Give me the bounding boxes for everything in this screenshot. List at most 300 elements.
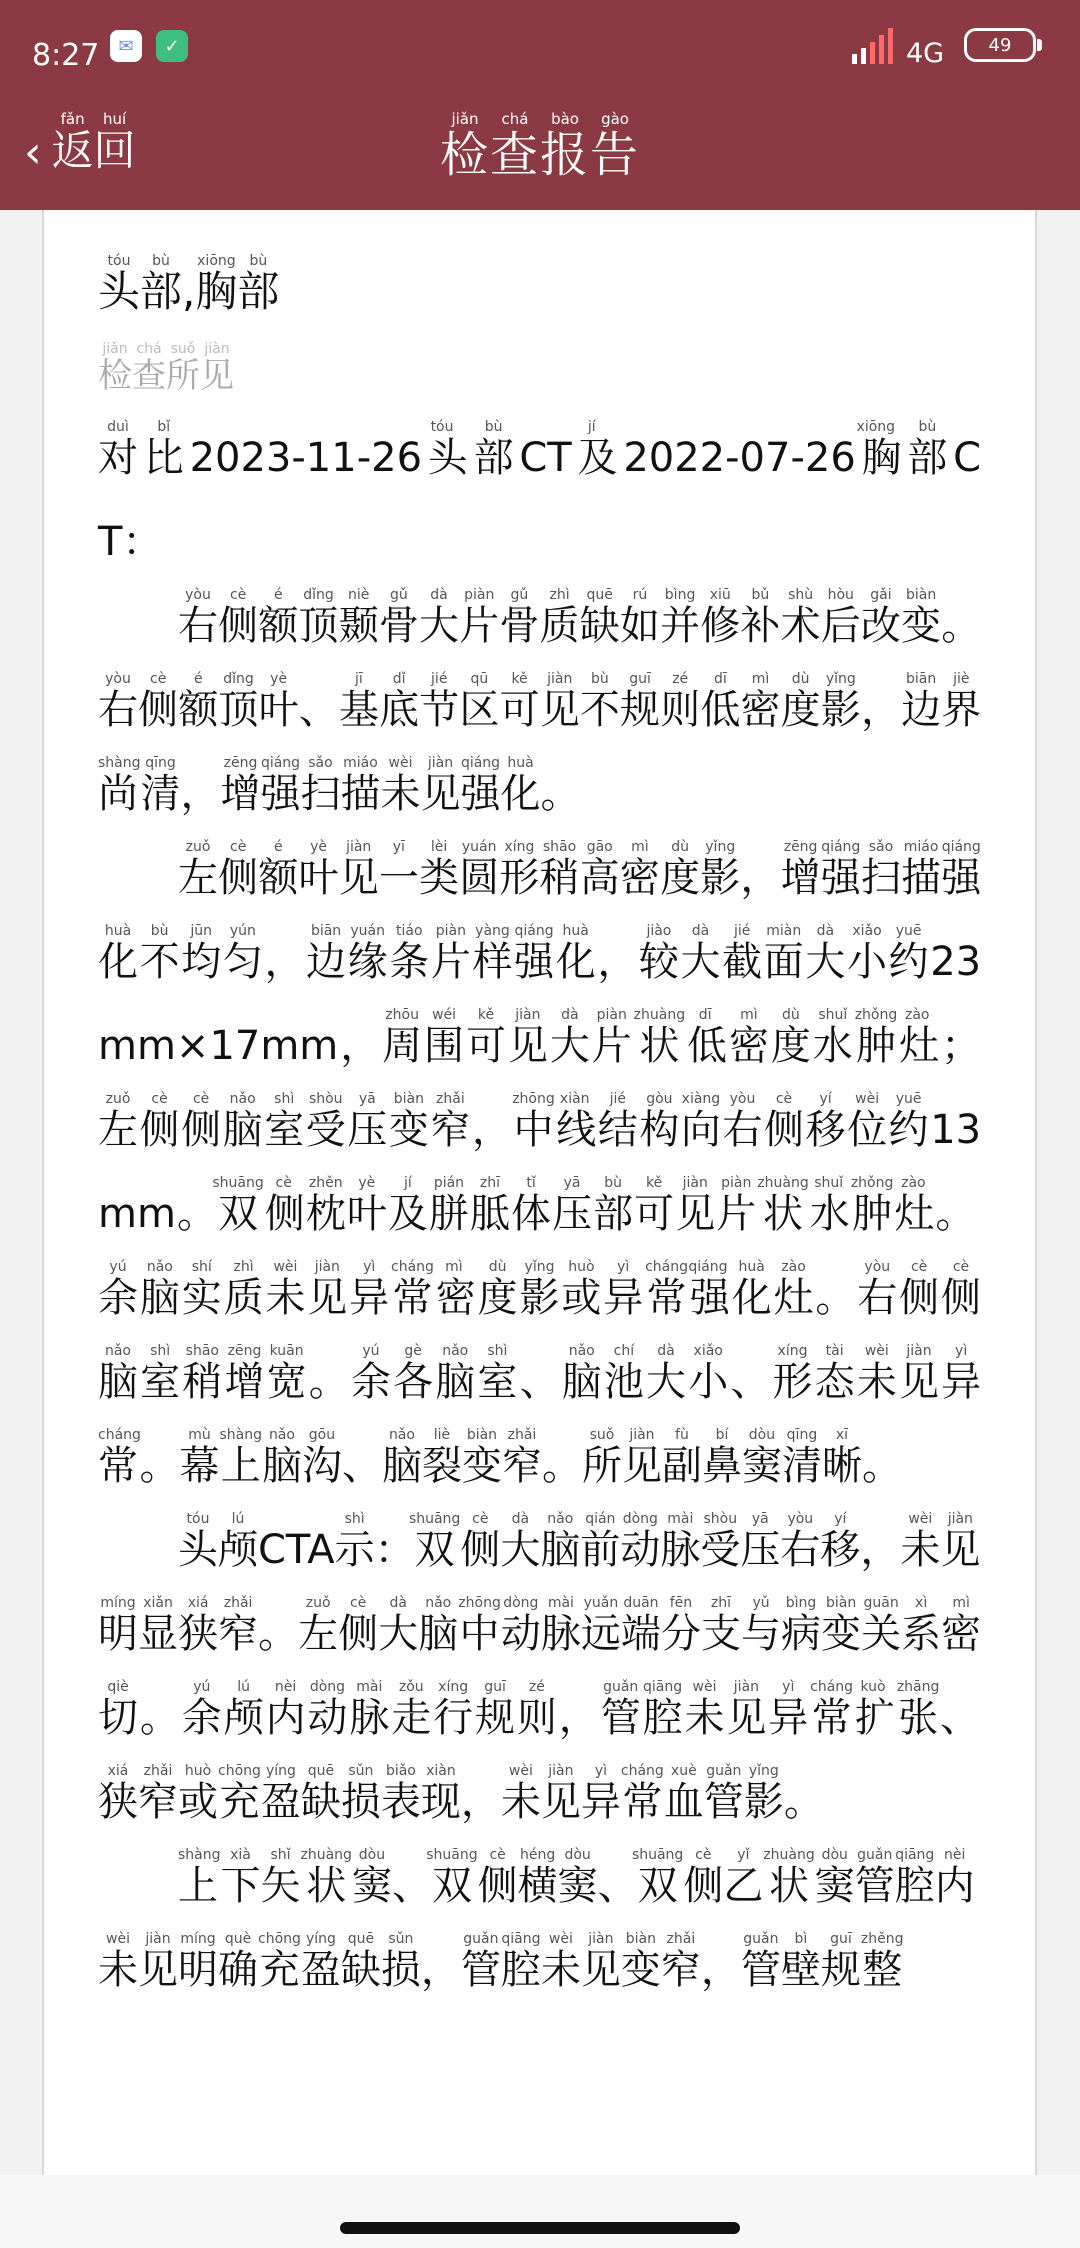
pinyin-char: 影yǐng: [820, 671, 861, 733]
pinyin-char: 脑nǎo: [381, 1427, 422, 1489]
pinyin-char: 内nèi: [934, 1847, 975, 1909]
pinyin-char: 变biàn: [821, 1595, 862, 1657]
pinyin-char: 双shuāng: [212, 1175, 264, 1237]
pinyin-char: 窄zhǎi: [501, 1427, 542, 1489]
pinyin-char: 回huí: [93, 110, 136, 175]
pinyin-char: 结jié: [597, 1091, 640, 1153]
pinyin-char: 双shuāng: [408, 1511, 461, 1573]
findings-paragraph: [98, 584, 981, 836]
pinyin-char: 胸xiōng: [195, 253, 238, 316]
pinyin-char: 对duì: [98, 419, 144, 481]
pinyin-char: 余yú: [181, 1679, 224, 1741]
pinyin-char: 强qiáng: [514, 923, 556, 985]
pinyin-char: 走zǒu: [391, 1679, 434, 1741]
pinyin-char: 移yí: [820, 1511, 861, 1573]
pinyin-char: 区qū: [459, 671, 500, 733]
pinyin-char: 围wéi: [424, 1007, 466, 1069]
pinyin-char: 动dòng: [307, 1679, 350, 1741]
pinyin-char: 额é: [258, 839, 299, 901]
pinyin-char: 化huà: [555, 923, 598, 985]
text-segment: 。: [258, 1611, 299, 1657]
pinyin-char: 规guī: [620, 671, 661, 733]
pinyin-char: 类lèi: [419, 839, 460, 901]
pinyin-char: 见jiàn: [539, 671, 580, 733]
status-time: 8:27: [32, 38, 100, 73]
text-segment: 、: [341, 1443, 382, 1489]
pinyin-char: 见jiàn: [580, 1931, 621, 1993]
pinyin-char: 面miàn: [763, 923, 806, 985]
pinyin-char: 侧cè: [764, 1091, 806, 1153]
page-title-container: [0, 112, 1080, 185]
shield-notification-icon: ✓: [156, 30, 188, 62]
findings-paragraph: [98, 1508, 981, 1844]
pinyin-char: 室shì: [477, 1343, 520, 1405]
pinyin-char: 管guǎn: [703, 1763, 744, 1825]
pinyin-char: 枕zhěn: [305, 1175, 347, 1237]
pinyin-char: 密mì: [433, 1259, 478, 1321]
pinyin-char: 约yuē: [888, 1091, 931, 1153]
pinyin-char: 与yǔ: [741, 1595, 782, 1657]
findings-paragraph: [98, 836, 981, 1508]
pinyin-char: 增zēng: [780, 839, 821, 901]
pinyin-char: 管guǎn: [460, 1931, 501, 1993]
pinyin-char: 侧cè: [181, 1091, 223, 1153]
pinyin-char: 边biān: [306, 923, 348, 985]
pinyin-char: 圆yuán: [459, 839, 500, 901]
pinyin-char: 颅lú: [218, 1511, 258, 1573]
pinyin-char: 显xiǎn: [138, 1595, 179, 1657]
pinyin-char: 损sǔn: [340, 1763, 381, 1825]
pinyin-char: 小xiǎo: [846, 923, 889, 985]
pinyin-char: 描miáo: [901, 839, 942, 901]
mail-notification-icon: ✉: [110, 30, 142, 62]
pinyin-char: 截jié: [722, 923, 764, 985]
pinyin-char: 周zhōu: [382, 1007, 425, 1069]
pinyin-char: 所suǒ: [166, 341, 200, 396]
pinyin-char: 现xiàn: [420, 1763, 461, 1825]
pinyin-char: 缘yuán: [347, 923, 390, 985]
pinyin-char: 腔qiāng: [894, 1847, 935, 1909]
pinyin-char: 检jiǎn: [439, 110, 490, 183]
pinyin-char: 胼pián: [428, 1175, 470, 1237]
pinyin-char: 形xíng: [499, 839, 540, 901]
battery-level: 49: [988, 34, 1012, 56]
pinyin-char: 压yā: [347, 1091, 389, 1153]
pinyin-char: 晰xī: [821, 1427, 862, 1489]
text-segment: 。: [139, 1443, 180, 1489]
pinyin-char: 胝zhī: [469, 1175, 512, 1237]
pinyin-char: 整zhěng: [860, 1931, 904, 1993]
report-card: [42, 210, 1037, 2175]
page-title: [439, 110, 641, 183]
pinyin-char: 室shì: [140, 1343, 183, 1405]
text-segment: 、: [519, 1359, 562, 1405]
pinyin-char: 约yuē: [888, 923, 931, 985]
pinyin-char: 充chōng: [218, 1763, 261, 1825]
pinyin-char: 见jiàn: [898, 1343, 942, 1405]
pinyin-char: 稍shāo: [182, 1343, 225, 1405]
pinyin-char: 侧cè: [218, 587, 259, 649]
pinyin-char: 变biàn: [901, 587, 942, 649]
pinyin-char: 则zé: [516, 1679, 559, 1741]
pinyin-char: 异yì: [768, 1679, 811, 1741]
pinyin-char: 窦dòu: [557, 1847, 598, 1909]
text-segment: 。: [540, 771, 581, 817]
text-segment: ，: [860, 1527, 901, 1573]
pinyin-char: 管guǎn: [854, 1847, 895, 1909]
pinyin-char: 及jí: [387, 1175, 429, 1237]
pinyin-char: 常cháng: [810, 1679, 854, 1741]
pinyin-char: 大dà: [805, 923, 847, 985]
pinyin-char: 壁bì: [780, 1931, 821, 1993]
text-segment: 23mm×17mm: [98, 939, 982, 1069]
pinyin-char: 支zhī: [700, 1595, 742, 1657]
pinyin-char: 可kě: [465, 1007, 508, 1069]
text-segment: ,: [182, 267, 196, 316]
home-indicator[interactable]: [340, 2222, 740, 2234]
pinyin-char: 叶yè: [346, 1175, 388, 1237]
text-segment: 。: [783, 1779, 824, 1825]
pinyin-char: 规guī: [475, 1679, 517, 1741]
pinyin-char: 腔qiāng: [642, 1679, 685, 1741]
pinyin-char: 右yòu: [857, 1259, 900, 1321]
pinyin-char: 度dù: [477, 1259, 520, 1321]
pinyin-char: 线xiàn: [554, 1091, 598, 1153]
pinyin-char: 额é: [178, 671, 219, 733]
pinyin-char: 描miáo: [340, 755, 381, 817]
pinyin-char: 额é: [258, 587, 299, 649]
findings-text: [98, 416, 981, 2012]
pinyin-char: 态tài: [814, 1343, 857, 1405]
pinyin-char: 均jūn: [181, 923, 223, 985]
pinyin-char: 见jiàn: [621, 1427, 662, 1489]
pinyin-char: 系xì: [901, 1595, 942, 1657]
pinyin-char: 影yǐng: [519, 1259, 562, 1321]
pinyin-char: 切qiè: [98, 1679, 140, 1741]
pinyin-char: 灶zào: [773, 1259, 816, 1321]
pinyin-char: 样yàng: [472, 923, 515, 985]
pinyin-char: 补bǔ: [740, 587, 781, 649]
pinyin-char: 颞niè: [338, 587, 379, 649]
pinyin-char: 状zhuàng: [300, 1847, 352, 1909]
pinyin-char: 增zēng: [224, 1343, 267, 1405]
pinyin-char: 见jiàn: [200, 341, 234, 396]
pinyin-char: 中zhōng: [512, 1091, 555, 1153]
pinyin-char: 不bù: [139, 923, 182, 985]
network-type: 4G: [906, 38, 945, 69]
pinyin-char: 术shù: [780, 587, 821, 649]
pinyin-char: 侧cè: [941, 1259, 981, 1321]
pinyin-char: 未wèi: [900, 1511, 941, 1573]
pinyin-char: 水shuǐ: [808, 1175, 851, 1237]
pinyin-char: 分fēn: [660, 1595, 701, 1657]
text-segment: 13mm: [98, 1107, 982, 1237]
pinyin-char: 顶dǐng: [218, 671, 259, 733]
pinyin-char: 前qián: [580, 1511, 621, 1573]
pinyin-char: 移yí: [805, 1091, 848, 1153]
pinyin-char: 异yì: [580, 1763, 621, 1825]
pinyin-char: 管guǎn: [600, 1679, 643, 1741]
text-segment: ；: [941, 1023, 982, 1069]
pinyin-char: 基jī: [338, 671, 380, 733]
pinyin-char: 或huò: [178, 1763, 218, 1825]
pinyin-char: 水shuǐ: [812, 1007, 855, 1069]
pinyin-char: 形xíng: [772, 1343, 815, 1405]
pinyin-char: 未wèi: [500, 1763, 541, 1825]
pinyin-char: 质zhì: [539, 587, 580, 649]
pinyin-char: 未wèi: [540, 1931, 581, 1993]
pinyin-char: 窦dòu: [814, 1847, 855, 1909]
pinyin-char: 灶zào: [893, 1175, 936, 1237]
pinyin-char: 余yú: [350, 1343, 394, 1405]
pinyin-char: 返fǎn: [51, 110, 94, 175]
text-segment: ，: [460, 1779, 501, 1825]
pinyin-char: 表biǎo: [380, 1763, 421, 1825]
pinyin-char: 头tóu: [178, 1511, 218, 1573]
pinyin-char: 明míng: [98, 1595, 139, 1657]
pinyin-char: 大dà: [419, 587, 460, 649]
pinyin-char: 体tǐ: [511, 1175, 553, 1237]
pinyin-char: 未wèi: [265, 1259, 308, 1321]
pinyin-char: 变biàn: [388, 1091, 431, 1153]
pinyin-char: 胸xiōng: [855, 419, 908, 481]
pinyin-char: 缺quē: [579, 587, 620, 649]
pinyin-char: 密mì: [728, 1007, 771, 1069]
pinyin-char: 如rú: [619, 587, 661, 649]
pinyin-char: 肿zhǒng: [850, 1175, 894, 1237]
pinyin-char: 及jí: [571, 419, 624, 481]
pinyin-char: 缺quē: [340, 1931, 381, 1993]
pinyin-char: 见jiàn: [338, 839, 379, 901]
pinyin-char: 脑nǎo: [561, 1343, 604, 1405]
pinyin-char: 片piàn: [459, 587, 500, 649]
pinyin-char: 大dà: [680, 923, 723, 985]
pinyin-char: 清qīng: [781, 1427, 822, 1489]
pinyin-char: 矢shǐ: [260, 1847, 301, 1909]
pinyin-char: 窄zhǎi: [660, 1931, 701, 1993]
text-segment: 2023-11-26: [189, 435, 423, 481]
pinyin-char: 影yǐng: [700, 839, 741, 901]
pinyin-char: 并bìng: [660, 587, 701, 649]
text-segment: ，: [700, 1947, 741, 1993]
pinyin-char: 叶yè: [298, 839, 339, 901]
pinyin-char: 部bù: [140, 253, 183, 316]
pinyin-char: 受shòu: [305, 1091, 348, 1153]
pinyin-char: 中zhōng: [458, 1595, 501, 1657]
text-segment: ，: [420, 1947, 461, 1993]
pinyin-char: 明míng: [178, 1931, 218, 1993]
pinyin-char: 灶zào: [897, 1007, 942, 1069]
app-header: [0, 0, 1080, 210]
pinyin-char: 双shuāng: [631, 1847, 684, 1909]
pinyin-char: 窦dòu: [351, 1847, 392, 1909]
text-segment: 。: [815, 1275, 858, 1321]
pinyin-char: 告gào: [590, 110, 641, 183]
pinyin-char: 张zhāng: [896, 1679, 940, 1741]
pinyin-char: 质zhì: [223, 1259, 266, 1321]
pinyin-char: 报bào: [540, 110, 591, 183]
pinyin-char: 未wèi: [856, 1343, 899, 1405]
pinyin-char: 强qiáng: [941, 839, 982, 901]
text-segment: ，: [264, 939, 307, 985]
pinyin-char: 脑nǎo: [435, 1343, 478, 1405]
pinyin-char: 清qīng: [140, 755, 181, 817]
pinyin-char: 大dà: [500, 1511, 541, 1573]
pinyin-char: 向xiàng: [680, 1091, 723, 1153]
pinyin-char: 化huà: [731, 1259, 774, 1321]
pinyin-char: 见jiàn: [940, 1511, 981, 1573]
pinyin-char: 头tóu: [98, 253, 141, 316]
pinyin-char: 见jiàn: [675, 1175, 717, 1237]
pinyin-char: 裂liè: [421, 1427, 462, 1489]
pinyin-char: 脉mài: [349, 1679, 392, 1741]
signal-strength-icon: [850, 26, 894, 66]
status-app-icons: [110, 30, 188, 62]
pinyin-char: 见jiàn: [307, 1259, 350, 1321]
pinyin-char: 状zhuàng: [633, 1007, 686, 1069]
pinyin-char: 侧cè: [899, 1259, 941, 1321]
pinyin-char: 充chōng: [258, 1931, 301, 1993]
pinyin-char: 强qiáng: [260, 755, 301, 817]
pinyin-char: 高gāo: [579, 839, 620, 901]
pinyin-char: 左zuǒ: [178, 839, 219, 901]
pinyin-char: 大dà: [549, 1007, 592, 1069]
pinyin-char: 室shì: [264, 1091, 306, 1153]
pinyin-char: 侧cè: [477, 1847, 518, 1909]
pinyin-char: 较jiào: [638, 923, 681, 985]
pinyin-char: 片piàn: [716, 1175, 758, 1237]
pinyin-char: 脑nǎo: [139, 1259, 182, 1321]
pinyin-char: 横héng: [517, 1847, 558, 1909]
pinyin-char: 见jiàn: [726, 1679, 769, 1741]
text-segment: 。: [308, 1359, 351, 1405]
pinyin-char: 头tóu: [422, 419, 474, 481]
pinyin-char: 肿zhǒng: [854, 1007, 898, 1069]
pinyin-char: 密mì: [740, 671, 781, 733]
pinyin-char: 常cháng: [620, 1763, 664, 1825]
pinyin-char: 异yì: [941, 1343, 982, 1405]
pinyin-char: 狭xiá: [178, 1595, 219, 1657]
text-segment: CTA: [258, 1527, 335, 1573]
chevron-left-icon: ‹: [24, 127, 42, 178]
pinyin-char: 侧cè: [218, 839, 259, 901]
findings-paragraph: [98, 1844, 981, 2012]
pinyin-char: 压yā: [552, 1175, 594, 1237]
pinyin-char: 脑nǎo: [540, 1511, 581, 1573]
pinyin-char: 脑nǎo: [222, 1091, 265, 1153]
pinyin-char: 变biàn: [461, 1427, 502, 1489]
pinyin-char: 规guī: [820, 1931, 861, 1993]
pinyin-char: 池chí: [603, 1343, 647, 1405]
pinyin-char: 扫sǎo: [860, 839, 902, 901]
pinyin-char: 窄zhǎi: [430, 1091, 472, 1153]
pinyin-char: 大dà: [646, 1343, 689, 1405]
pinyin-char: 腔qiāng: [500, 1931, 541, 1993]
pinyin-char: 一yī: [378, 839, 420, 901]
pinyin-char: 后hòu: [820, 587, 861, 649]
pinyin-char: 度dù: [660, 839, 701, 901]
pinyin-char: 查chá: [489, 110, 540, 183]
pinyin-char: 缺quē: [300, 1763, 341, 1825]
pinyin-char: 部bù: [237, 253, 280, 316]
text-segment: ，: [471, 1107, 514, 1153]
text-segment: ，: [338, 1023, 383, 1069]
pinyin-char: 关guān: [861, 1595, 902, 1657]
text-segment: ，: [597, 939, 639, 985]
findings-label: [98, 336, 981, 416]
pinyin-char: 密mì: [619, 839, 661, 901]
pinyin-char: 强qiáng: [460, 755, 501, 817]
pinyin-char: 窄zhǎi: [138, 1763, 178, 1825]
pinyin-char: 窄zhǎi: [218, 1595, 259, 1657]
pinyin-char: 异yì: [349, 1259, 392, 1321]
pinyin-char: 所suǒ: [581, 1427, 622, 1489]
text-segment: 、: [298, 687, 339, 733]
text-segment: 、: [938, 1695, 980, 1741]
pinyin-char: 顶dǐng: [298, 587, 339, 649]
pinyin-char: 扫sǎo: [300, 755, 341, 817]
pinyin-char: 强qiáng: [820, 839, 861, 901]
pinyin-char: 沟gōu: [301, 1427, 342, 1489]
pinyin-char: 见jiàn: [138, 1931, 178, 1993]
text-segment: ，: [860, 687, 902, 733]
pinyin-char: 上shàng: [178, 1847, 221, 1909]
pinyin-char: 度dù: [770, 1007, 813, 1069]
pinyin-char: 管guǎn: [740, 1931, 781, 1993]
pinyin-char: 查chá: [132, 341, 166, 396]
text-segment: 。: [541, 1443, 582, 1489]
pinyin-char: 右yòu: [780, 1511, 821, 1573]
pinyin-char: 不bù: [579, 671, 621, 733]
pinyin-char: 鼻bí: [701, 1427, 742, 1489]
findings-paragraph: [98, 416, 981, 584]
pinyin-char: 确què: [218, 1931, 258, 1993]
pinyin-char: 小xiǎo: [688, 1343, 731, 1405]
pinyin-char: 左zuǒ: [98, 1091, 140, 1153]
pinyin-char: 片piàn: [430, 923, 473, 985]
pinyin-char: 边biān: [901, 671, 942, 733]
pinyin-char: 右yòu: [98, 671, 139, 733]
pinyin-char: 状zhuàng: [763, 1847, 815, 1909]
pinyin-char: 受shòu: [700, 1511, 741, 1573]
report-content: [44, 210, 1035, 2012]
pinyin-char: 底dǐ: [379, 671, 420, 733]
pinyin-char: 副fù: [661, 1427, 702, 1489]
pinyin-char: 常cháng: [645, 1259, 688, 1321]
pinyin-char: 强qiáng: [687, 1259, 732, 1321]
pinyin-char: 血xuè: [663, 1763, 704, 1825]
pinyin-char: 化huà: [98, 923, 140, 985]
bottom-bar: [0, 2175, 1080, 2248]
pinyin-char: 状zhuàng: [757, 1175, 809, 1237]
text-segment: 、: [597, 1863, 638, 1909]
pinyin-char: 脑nǎo: [418, 1595, 459, 1657]
pinyin-char: 侧cè: [263, 1175, 306, 1237]
exam-body-part: [98, 250, 981, 334]
pinyin-char: 大dà: [378, 1595, 419, 1657]
pinyin-char: 改gǎi: [860, 587, 902, 649]
pinyin-char: 上shàng: [219, 1427, 262, 1489]
pinyin-char: 动dòng: [500, 1595, 541, 1657]
pinyin-char: 端duān: [620, 1595, 661, 1657]
pinyin-char: 脑nǎo: [261, 1427, 302, 1489]
pinyin-char: 常cháng: [98, 1427, 141, 1489]
pinyin-char: 宽kuān: [266, 1343, 309, 1405]
pinyin-char: 乙yǐ: [723, 1847, 764, 1909]
pinyin-char: 增zēng: [220, 755, 261, 817]
pinyin-char: 未wèi: [98, 1931, 138, 1993]
pinyin-char: 余yú: [98, 1259, 140, 1321]
